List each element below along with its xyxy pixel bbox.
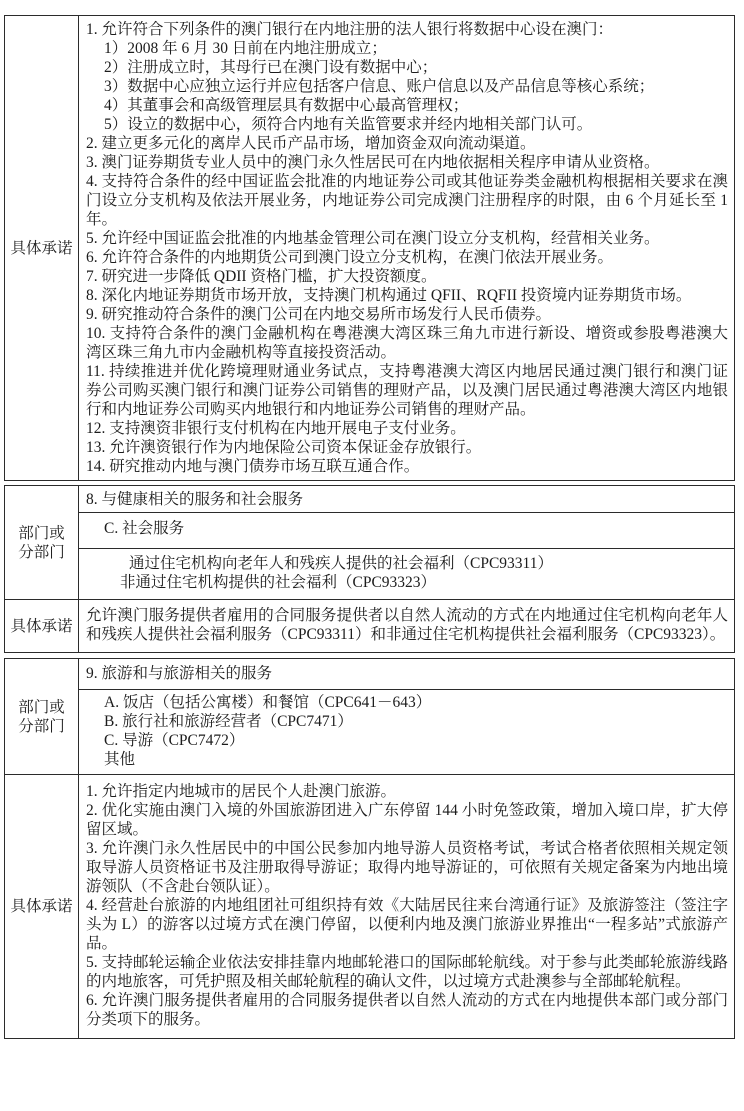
paragraph: 9. 研究推动符合条件的澳门公司在内地交易所市场发行人民币债券。 xyxy=(86,306,552,323)
paragraph: 非通过住宅机构提供的社会福利（CPC93323） xyxy=(120,574,437,591)
row-header xyxy=(5,775,79,1039)
row-header-line: 具体承诺 xyxy=(10,617,73,635)
row-header xyxy=(5,600,79,653)
paragraph: 6. 允许澳门服务提供者雇用的合同服务提供者以自然人流动的方式在内地提供本部门或分部门分类项下的服务。 xyxy=(86,992,728,1028)
row-header-line: 部门或 xyxy=(18,698,65,716)
paragraph: 1）2008 年 6 月 30 日前在内地注册成立； xyxy=(104,40,387,57)
paragraph: 7. 研究进一步降低 QDII 资格门槛，扩大投资额度。 xyxy=(86,268,437,285)
paragraph: C. 导游（CPC7472） xyxy=(104,732,245,749)
row-header-line: 分部门 xyxy=(18,717,65,735)
content-cell xyxy=(79,775,735,1039)
paragraph: 4. 经营赴台旅游的内地组团社可组织持有效《大陆居民往来台湾通行证》及旅游签注（签注字头为 L）的游客以过境方式在澳门停留，以便利内地及澳门旅游业界推出“一程多站”式旅游产品。 xyxy=(86,897,728,952)
paragraph: 3. 澳门证券期货专业人员中的澳门永久性居民可在内地依据相关程序申请从业资格。 xyxy=(86,154,660,171)
content-cell xyxy=(79,600,735,653)
table-row xyxy=(5,486,735,513)
paragraph: 其他 xyxy=(104,751,136,768)
paragraph: 2. 建立更多元化的离岸人民币产品市场，增加资金双向流动渠道。 xyxy=(86,135,536,152)
content-cell xyxy=(79,659,735,690)
row-header xyxy=(5,659,79,775)
paragraph: 2. 优化实施由澳门入境的外国旅游团进入广东停留 144 小时免签政策，增加入境口岸，扩大停留区域。 xyxy=(86,802,728,838)
table-row xyxy=(5,690,735,775)
paragraph: B. 旅行社和旅游经营者（CPC7471） xyxy=(104,713,353,730)
financial-services-commitments-table xyxy=(4,15,735,481)
paragraph: 1. 允许符合下列条件的澳门银行在内地注册的法人银行将数据中心设在澳门： xyxy=(86,21,614,38)
paragraph: 8. 与健康相关的服务和社会服务 xyxy=(86,491,304,508)
paragraph: C. 社会服务 xyxy=(104,520,185,537)
paragraph: 3）数据中心应独立运行并应包括客户信息、账户信息以及产品信息等核心系统； xyxy=(104,78,655,95)
paragraph: 5）设立的数据中心，须符合内地有关监管要求并经内地相关部门认可。 xyxy=(104,116,593,133)
paragraph: 8. 深化内地证券期货市场开放，支持澳门机构通过 QFII、RQFII 投资境内证券期货市场。 xyxy=(86,287,692,304)
content-cell xyxy=(79,513,735,549)
paragraph: 6. 允许符合条件的内地期货公司到澳门设立分支机构，在澳门依法开展业务。 xyxy=(86,249,614,266)
commitment-tables xyxy=(4,15,735,1039)
tourism-and-travel-services-table xyxy=(4,658,735,1039)
paragraph: 通过住宅机构向老年人和残疾人提供的社会福利（CPC93311） xyxy=(129,555,553,572)
table-row xyxy=(5,775,735,1039)
table-row xyxy=(5,549,735,600)
table-row xyxy=(5,16,735,481)
paragraph: 允许澳门服务提供者雇用的合同服务提供者以自然人流动的方式在内地通过住宅机构向老年人和残疾人提供社会福利服务（CPC93311）和非通过住宅机构提供社会福利服务（CPC93323）。 xyxy=(86,607,728,643)
paragraph: 2）注册成立时，其母行已在澳门设有数据中心； xyxy=(104,59,438,76)
paragraph: A. 饭店（包括公寓楼）和餐馆（CPC641－643） xyxy=(104,694,432,711)
paragraph: 5. 支持邮轮运输企业依法安排挂靠内地邮轮港口的国际邮轮航线。对于参与此类邮轮旅游线路的内地旅客，可凭护照及相关邮轮航程的确认文件，以过境方式赴澳参与全部邮轮航程。 xyxy=(86,954,728,990)
row-header-line: 部门或 xyxy=(18,524,65,542)
paragraph: 12. 支持澳资非银行支付机构在内地开展电子支付业务。 xyxy=(86,420,466,437)
content-cell xyxy=(79,16,735,481)
paragraph: 5. 允许经中国证监会批准的内地基金管理公司在澳门设立分支机构，经营相关业务。 xyxy=(86,230,660,247)
content-cell xyxy=(79,486,735,513)
table-row xyxy=(5,600,735,653)
row-header xyxy=(5,486,79,600)
paragraph: 4）其董事会和高级管理层具有数据中心最高管理权； xyxy=(104,97,469,114)
table-row xyxy=(5,659,735,690)
paragraph: 10. 支持符合条件的澳门金融机构在粤港澳大湾区珠三角九市进行新设、增资或参股粤港澳大湾区珠三角九市内金融机构等直接投资活动。 xyxy=(86,325,728,361)
row-header-line: 分部门 xyxy=(18,543,65,561)
paragraph: 13. 允许澳资银行作为内地保险公司资本保证金存放银行。 xyxy=(86,439,482,456)
paragraph: 4. 支持符合条件的经中国证监会批准的内地证券公司或其他证券类金融机构根据相关要求在澳门设立分支机构及依法开展业务，内地证券公司完成澳门注册程序的时限，由 6 个月延长至 1 年。 xyxy=(86,173,728,228)
row-header-line: 具体承诺 xyxy=(10,239,73,257)
row-header xyxy=(5,16,79,481)
table-row xyxy=(5,513,735,549)
paragraph: 11. 持续推进并优化跨境理财通业务试点，支持粤港澳大湾区内地居民通过澳门银行和澳门证券公司购买澳门银行和澳门证券公司销售的理财产品，以及澳门居民通过粤港澳大湾区内地银行和内地证券公司购买内地银行和内地证券公司销售的理财产品。 xyxy=(86,363,728,418)
health-and-social-services-table xyxy=(4,485,735,653)
paragraph: 14. 研究推动内地与澳门债券市场互联互通合作。 xyxy=(86,458,420,475)
paragraph: 1. 允许指定内地城市的居民个人赴澳门旅游。 xyxy=(86,783,397,800)
content-cell xyxy=(79,690,735,775)
paragraph: 3. 允许澳门永久性居民中的中国公民参加内地导游人员资格考试，考试合格者依照相关规定领取导游人员资格证书及注册取得导游证；取得内地导游证的，可依照有关规定备案为内地出境游领队（不含赴台领队证）。 xyxy=(86,840,728,895)
paragraph: 9. 旅游和与旅游相关的服务 xyxy=(86,665,273,682)
row-header-line: 具体承诺 xyxy=(10,898,73,915)
content-cell xyxy=(79,549,735,600)
